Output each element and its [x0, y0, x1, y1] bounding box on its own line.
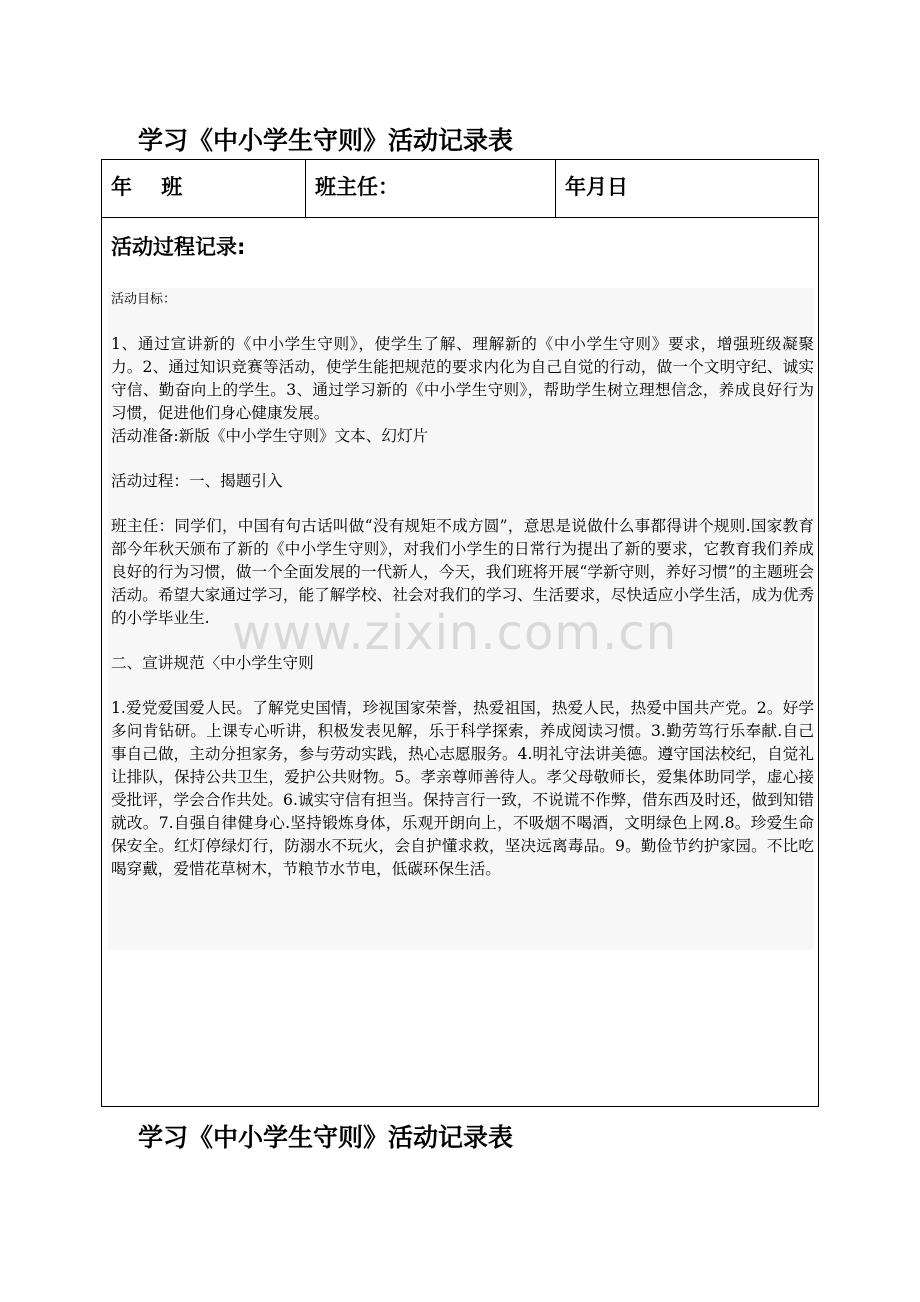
head-teacher-cell: 班主任：	[306, 160, 556, 217]
header-row	[102, 160, 818, 218]
rules-text: 1.爱党爱国爱人民。了解党史国情，珍视国家荣誉，热爱祖国，热爱人民，热爱中国共产党。2。好学多问肯钻研。上课专心听讲，积极发表见解，乐于科学探索，养成阅读习惯。3.勤劳笃行乐奉献.自己事自己做，主动分担家务，参与劳动实践，热心志愿服务。4.明礼守法讲美德。遵守国法校纪，自觉礼让排队，保持公共卫生，爱护公共财物。5。孝亲尊师善待人。孝父母敬师长，爱集体助同学，虚心接受批评，学会合作共处。6.诚实守信有担当。保持言行一致，不说谎不作弊，借东西及时还，做到知错就改。7.自强自律健身心.坚持锻炼身体，乐观开朗向上，不吸烟不喝酒，文明绿色上网.8。珍爱生命保安全。红灯停绿灯行，防溺水不玩火，会自护懂求救，坚决远离毒品。9。勤俭节约护家园。不比吃喝穿戴，爱惜花草树木，节粮节水节电，低碳环保生活。	[111, 699, 814, 878]
section-heading: 活动过程记录:	[111, 235, 246, 259]
teacher-speech: 班主任：同学们，中国有句古话叫做“没有规矩不成方圆”，意思是说做什么事都得讲个规则.国家教育部今年秋天颁布了新的《中小学生守则》，对我们小学生的日常行为提出了新的要求，它教育我们养成良好的行为习惯，做一个全面发展的一代新人，今天，我们班将开展“学新守则，养好习惯”的主题班会活动。希望大家通过学习，能了解学校、社会对我们的学习、生活要求，尽快适应小学生活，成为优秀的小学毕业生.	[111, 517, 814, 627]
process-text: 活动过程：一、揭题引入	[111, 472, 283, 490]
part-two-heading: 二、宣讲规范〈中小学生守则	[111, 654, 314, 672]
goal-label: 活动目标：	[111, 292, 177, 307]
date-cell: 年月日	[565, 175, 628, 199]
page-title-repeat: 学习《中小学生守则》活动记录表	[138, 1123, 514, 1152]
activity-content	[111, 288, 814, 881]
page-title: 学习《中小学生守则》活动记录表	[138, 126, 514, 155]
prep-text: 活动准备:新版《中小学生守则》文本、幻灯片	[111, 427, 429, 445]
grade-class-cell: 年 班	[102, 160, 306, 217]
goal-text: 1、通过宣讲新的《中小学生守则》，使学生了解、理解新的《中小学生守则》要求，增强班级凝聚力。2、通过知识竞赛等活动，使学生能把规范的要求内化为自己自觉的行动，做一个文明守纪、诚实守信、勤奋向上的学生。3、通过学习新的《中小学生守则》，帮助学生树立理想信念，养成良好行为习惯，促进他们身心健康发展。	[111, 335, 814, 422]
activity-record-table	[101, 159, 819, 1107]
